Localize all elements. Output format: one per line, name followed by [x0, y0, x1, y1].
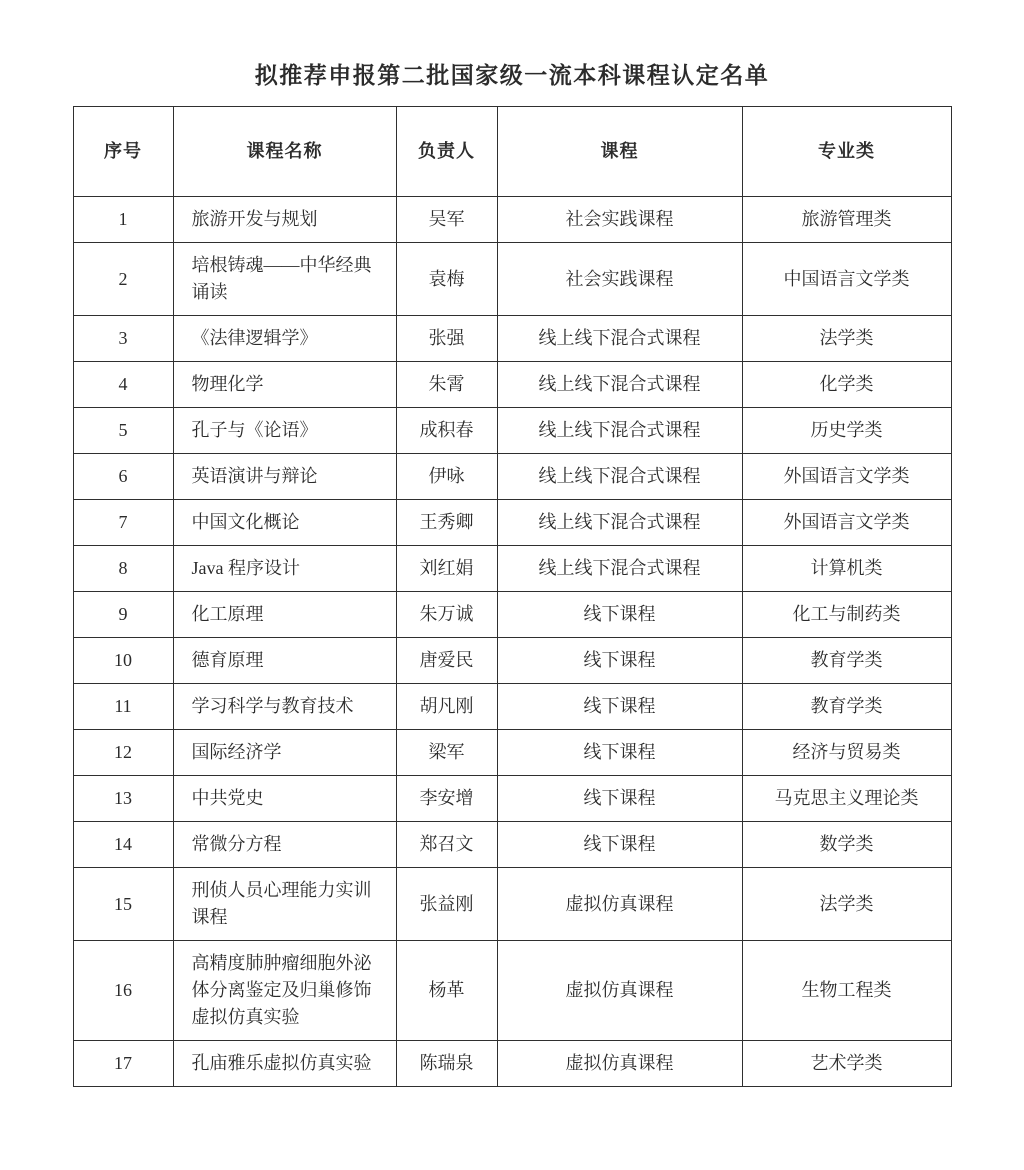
cell-no: 4 — [73, 362, 173, 408]
cell-leader: 胡凡刚 — [396, 684, 497, 730]
cell-no: 11 — [73, 684, 173, 730]
cell-course: 《法律逻辑学》 — [173, 316, 396, 362]
cell-type: 虚拟仿真课程 — [497, 868, 742, 941]
cell-leader: 朱霄 — [396, 362, 497, 408]
table-row — [73, 500, 951, 546]
course-table — [73, 106, 952, 1087]
cell-category: 生物工程类 — [742, 941, 951, 1041]
cell-no: 2 — [73, 243, 173, 316]
cell-course: 德育原理 — [173, 638, 396, 684]
cell-course: 物理化学 — [173, 362, 396, 408]
table-header-row — [73, 107, 951, 197]
cell-category: 旅游管理类 — [742, 197, 951, 243]
cell-no: 5 — [73, 408, 173, 454]
table-row — [73, 868, 951, 941]
cell-course: 孔庙雅乐虚拟仿真实验 — [173, 1041, 396, 1087]
cell-no: 14 — [73, 822, 173, 868]
cell-leader: 唐爱民 — [396, 638, 497, 684]
cell-leader: 郑召文 — [396, 822, 497, 868]
cell-type: 线下课程 — [497, 638, 742, 684]
cell-course: 培根铸魂——中华经典诵读 — [173, 243, 396, 316]
cell-course: 孔子与《论语》 — [173, 408, 396, 454]
cell-course: 高精度肺肿瘤细胞外泌体分离鉴定及归巢修饰虚拟仿真实验 — [173, 941, 396, 1041]
column-header-no: 序号 — [73, 107, 173, 197]
cell-leader: 杨革 — [396, 941, 497, 1041]
table-row — [73, 730, 951, 776]
table-row — [73, 638, 951, 684]
cell-leader: 伊咏 — [396, 454, 497, 500]
table-row — [73, 546, 951, 592]
cell-course: 学习科学与教育技术 — [173, 684, 396, 730]
cell-category: 教育学类 — [742, 684, 951, 730]
cell-category: 马克思主义理论类 — [742, 776, 951, 822]
cell-leader: 张益刚 — [396, 868, 497, 941]
table-row — [73, 1041, 951, 1087]
cell-leader: 朱万诚 — [396, 592, 497, 638]
cell-category: 外国语言文学类 — [742, 500, 951, 546]
cell-course: 英语演讲与辩论 — [173, 454, 396, 500]
cell-no: 17 — [73, 1041, 173, 1087]
cell-no: 1 — [73, 197, 173, 243]
cell-type: 线下课程 — [497, 592, 742, 638]
cell-leader: 陈瑞泉 — [396, 1041, 497, 1087]
cell-category: 中国语言文学类 — [742, 243, 951, 316]
cell-leader: 刘红娟 — [396, 546, 497, 592]
cell-type: 虚拟仿真课程 — [497, 941, 742, 1041]
cell-type: 线上线下混合式课程 — [497, 546, 742, 592]
cell-no: 6 — [73, 454, 173, 500]
cell-type: 线上线下混合式课程 — [497, 362, 742, 408]
table-row — [73, 822, 951, 868]
cell-course: 常微分方程 — [173, 822, 396, 868]
cell-leader: 吴军 — [396, 197, 497, 243]
cell-no: 9 — [73, 592, 173, 638]
cell-no: 13 — [73, 776, 173, 822]
cell-leader: 张强 — [396, 316, 497, 362]
column-header-course: 课程名称 — [173, 107, 396, 197]
cell-course: 旅游开发与规划 — [173, 197, 396, 243]
table-row — [73, 776, 951, 822]
cell-no: 15 — [73, 868, 173, 941]
cell-leader: 梁军 — [396, 730, 497, 776]
cell-course: 国际经济学 — [173, 730, 396, 776]
cell-leader: 王秀卿 — [396, 500, 497, 546]
table-row — [73, 454, 951, 500]
cell-course: 化工原理 — [173, 592, 396, 638]
table-row — [73, 941, 951, 1041]
cell-category: 外国语言文学类 — [742, 454, 951, 500]
column-header-category: 专业类 — [742, 107, 951, 197]
cell-category: 历史学类 — [742, 408, 951, 454]
cell-category: 化学类 — [742, 362, 951, 408]
cell-type: 社会实践课程 — [497, 197, 742, 243]
cell-category: 法学类 — [742, 316, 951, 362]
cell-course: 中共党史 — [173, 776, 396, 822]
table-row — [73, 243, 951, 316]
cell-leader: 袁梅 — [396, 243, 497, 316]
cell-course: 刑侦人员心理能力实训课程 — [173, 868, 396, 941]
cell-type: 线上线下混合式课程 — [497, 454, 742, 500]
cell-no: 12 — [73, 730, 173, 776]
cell-type: 虚拟仿真课程 — [497, 1041, 742, 1087]
cell-type: 线上线下混合式课程 — [497, 316, 742, 362]
cell-type: 线下课程 — [497, 822, 742, 868]
table-row — [73, 684, 951, 730]
column-header-leader: 负责人 — [396, 107, 497, 197]
cell-course: 中国文化概论 — [173, 500, 396, 546]
cell-type: 线下课程 — [497, 684, 742, 730]
cell-no: 8 — [73, 546, 173, 592]
cell-leader: 李安增 — [396, 776, 497, 822]
cell-no: 16 — [73, 941, 173, 1041]
cell-type: 线上线下混合式课程 — [497, 500, 742, 546]
table-row — [73, 592, 951, 638]
cell-category: 法学类 — [742, 868, 951, 941]
cell-category: 化工与制药类 — [742, 592, 951, 638]
table-row — [73, 316, 951, 362]
cell-type: 线下课程 — [497, 730, 742, 776]
cell-leader: 成积春 — [396, 408, 497, 454]
cell-category: 艺术学类 — [742, 1041, 951, 1087]
cell-type: 线下课程 — [497, 776, 742, 822]
cell-category: 教育学类 — [742, 638, 951, 684]
cell-category: 数学类 — [742, 822, 951, 868]
cell-category: 计算机类 — [742, 546, 951, 592]
cell-course: Java 程序设计 — [173, 546, 396, 592]
cell-type: 社会实践课程 — [497, 243, 742, 316]
table-row — [73, 408, 951, 454]
page-title: 拟推荐申报第二批国家级一流本科课程认定名单 — [254, 63, 770, 88]
table-row — [73, 197, 951, 243]
column-header-type: 课程 — [497, 107, 742, 197]
cell-no: 7 — [73, 500, 173, 546]
cell-category: 经济与贸易类 — [742, 730, 951, 776]
cell-no: 10 — [73, 638, 173, 684]
cell-type: 线上线下混合式课程 — [497, 408, 742, 454]
cell-no: 3 — [73, 316, 173, 362]
table-row — [73, 362, 951, 408]
